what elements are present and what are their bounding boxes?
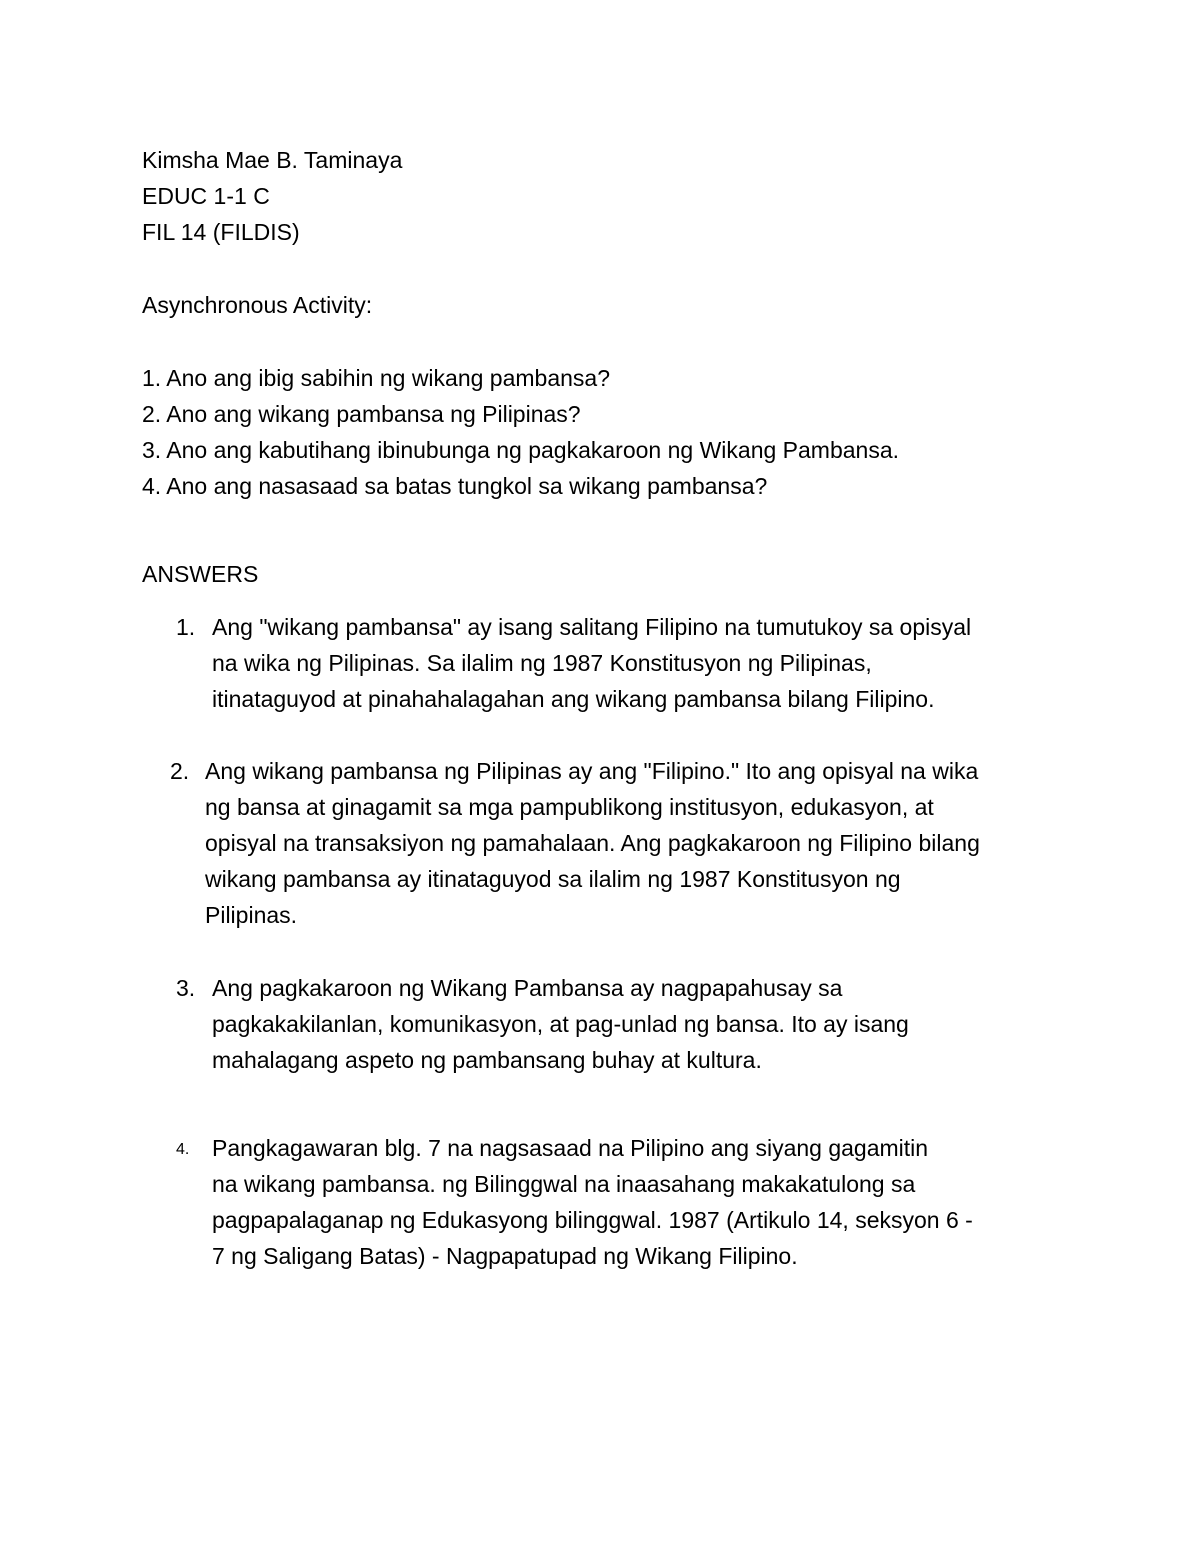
question-3: 3. Ano ang kabutihang ibinubunga ng pagkakaroon ng Wikang Pambansa. bbox=[142, 437, 900, 463]
answer-2-line: opisyal na transaksiyon ng pamahalaan. Ang pagkakaroon ng Filipino bilang bbox=[205, 830, 980, 856]
answer-4-line: pagpapalaganap ng Edukasyong bilinggwal. 1987 (Artikulo 14, seksyon 6 - bbox=[212, 1207, 973, 1233]
answer-4-line: Pangkagawaran blg. 7 na nagsasaad na Pilipino ang siyang gagamitin bbox=[212, 1135, 929, 1161]
answer-4-text bbox=[212, 1130, 973, 1274]
activity-title: Asynchronous Activity: bbox=[142, 292, 373, 318]
answer-2-line: Ang wikang pambansa ng Pilipinas ay ang "Filipino." Ito ang opisyal na wika bbox=[205, 758, 979, 784]
answer-2-text bbox=[205, 753, 980, 933]
answer-3-text bbox=[212, 970, 909, 1078]
answer-1-line: itinataguyod at pinahahalagahan ang wikang pambansa bilang Filipino. bbox=[212, 686, 935, 712]
answer-2-line: ng bansa at ginagamit sa mga pampublikong institusyon, edukasyon, at bbox=[205, 794, 934, 820]
answer-3-number: 3. bbox=[176, 975, 196, 1001]
answer-1-line: na wika ng Pilipinas. Sa ilalim ng 1987 Konstitusyon ng Pilipinas, bbox=[212, 650, 872, 676]
answer-4-line: 7 ng Saligang Batas) - Nagpapatupad ng Wikang Filipino. bbox=[212, 1243, 798, 1269]
answer-4-line: na wikang pambansa. ng Bilinggwal na inaasahang makakatulong sa bbox=[212, 1171, 916, 1197]
answer-2-line: wikang pambansa ay itinataguyod sa ilalim ng 1987 Konstitusyon ng bbox=[205, 866, 901, 892]
answers-heading: ANSWERS bbox=[142, 561, 259, 587]
answer-3-line: Ang pagkakaroon ng Wikang Pambansa ay nagpapahusay sa bbox=[212, 975, 843, 1001]
answer-4-number: 4. bbox=[176, 1141, 190, 1158]
answer-2-number: 2. bbox=[170, 758, 190, 784]
question-2: 2. Ano ang wikang pambansa ng Pilipinas? bbox=[142, 401, 581, 427]
student-name: Kimsha Mae B. Taminaya bbox=[142, 147, 403, 173]
answer-2-line: Pilipinas. bbox=[205, 902, 298, 928]
question-1: 1. Ano ang ibig sabihin ng wikang pambansa? bbox=[142, 365, 611, 391]
student-section: EDUC 1-1 C bbox=[142, 183, 270, 209]
question-4: 4. Ano ang nasasaad sa batas tungkol sa wikang pambansa? bbox=[142, 473, 768, 499]
answer-1-line: Ang "wikang pambansa" ay isang salitang Filipino na tumutukoy sa opisyal bbox=[212, 614, 972, 640]
course-title: FIL 14 (FILDIS) bbox=[142, 219, 300, 245]
answer-3-line: pagkakakilanlan, komunikasyon, at pag-unlad ng bansa. Ito ay isang bbox=[212, 1011, 909, 1037]
answer-3-line: mahalagang aspeto ng pambansang buhay at kultura. bbox=[212, 1047, 762, 1073]
answer-1-number: 1. bbox=[176, 614, 196, 640]
answer-1-text bbox=[212, 609, 971, 717]
